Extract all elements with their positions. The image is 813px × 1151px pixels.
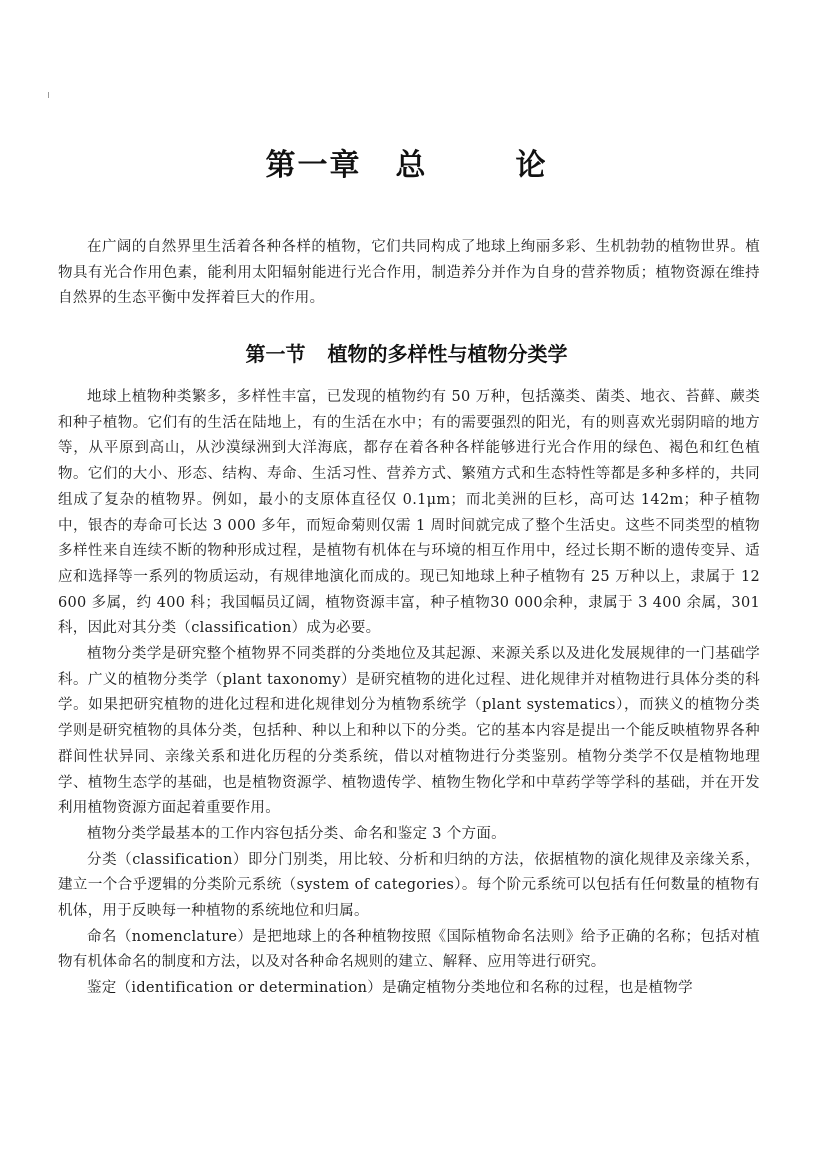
paragraph-taxonomy: 植物分类学是研究整个植物界不同类群的分类地位及其起源、来源关系以及进化发展规律的一门基础学科。广义的植物分类学（plant taxonomy）是研究植物的进化过程、进化规律并对植物进行具体分类的科学。如果把研究植物的进化过程和进化规律划分为植物系统学（plant systematics），而狭义的植物分类学则是研究植物的具体分类，包括种、种以上和种以下的分类。它的基本内容是提出一个能反映植物界各种群间性状异同、亲缘关系和进化历程的分类系统，借以对植物进行分类鉴别。植物分类学不仅是植物地理学、植物生态学的基础，也是植物资源学、植物遗传学、植物生物化学和中草药学等学科的基础，并在开发利用植物资源方面起着重要作用。 — [58, 646, 760, 817]
paragraph-basic-work: 植物分类学最基本的工作内容包括分类、命名和鉴定 3 个方面。 — [87, 825, 506, 842]
chapter-number: 第一章 — [265, 148, 362, 183]
chapter-title-word-2: 论 — [515, 148, 548, 183]
chapter-title — [0, 140, 813, 184]
chapter-title-word-1: 总 — [395, 148, 428, 183]
intro-section — [58, 235, 760, 312]
section-number: 第一节 — [245, 342, 306, 366]
paragraph-identification: 鉴定（identification or determination）是确定植物分类地位和名称的过程，也是植物学 — [87, 980, 693, 997]
section-heading: 植物的多样性与植物分类学 — [327, 342, 568, 366]
section-body — [58, 385, 760, 1002]
paragraph-nomenclature: 命名（nomenclature）是把地球上的各种植物按照《国际植物命名法则》给予正确的名称；包括对植物有机体命名的制度和方法，以及对各种命名规则的建立、解释、应用等进行研究。 — [58, 928, 760, 971]
section-title — [0, 338, 813, 367]
paragraph-diversity: 地球上植物种类繁多，多样性丰富，已发现的植物约有 50 万种，包括藻类、菌类、地衣、苔藓、蕨类和种子植物。它们有的生活在陆地上，有的生活在水中；有的需要强烈的阳光，有的则喜欢光弱阴暗的地方等，从平原到高山，从沙漠绿洲到大洋海底，都存在着各种各样能够进行光合作用的绿色、褐色和红色植物。它们的大小、形态、结构、寿命、生活习性、营养方式、繁殖方式和生态特性等都是多种多样的，共同组成了复杂的植物界。例如，最小的支原体直径仅 0.1μm；而北美洲的巨杉，高可达 142m；种子植物中，银杏的寿命可长达 3 000 多年，而短命菊则仅需 1 周时间就完成了整个生活史。这些不同类型的植物多样性来自连续不断的物种形成过程，是植物有机体在与环境的相互作用中，经过长期不断的遗传变异、适应和选择等一系列的物质运动，有规律地演化而成的。现已知地球上种子植物有 25 万种以上，隶属于 12 600 多属，约 400 科；我国幅员辽阔，植物资源丰富，种子植物30 000余种，隶属于 3 400 余属，301 科，因此对其分类（classification）成为必要。 — [58, 389, 760, 637]
paragraph-classification: 分类（classification）即分门别类，用比较、分析和归纳的方法，依据植物的演化规律及亲缘关系，建立一个合乎逻辑的分类阶元系统（system of categories）。每个阶元系统可以包括有任何数量的植物有机体，用于反映每一种植物的系统地位和归属。 — [58, 851, 760, 920]
scan-artifact — [48, 92, 49, 98]
intro-paragraph: 在广阔的自然界里生活着各种各样的植物，它们共同构成了地球上绚丽多彩、生机勃勃的植物世界。植物具有光合作用色素，能利用太阳辐射能进行光合作用，制造养分并作为自身的营养物质；植物资源在维持自然界的生态平衡中发挥着巨大的作用。 — [58, 239, 760, 307]
